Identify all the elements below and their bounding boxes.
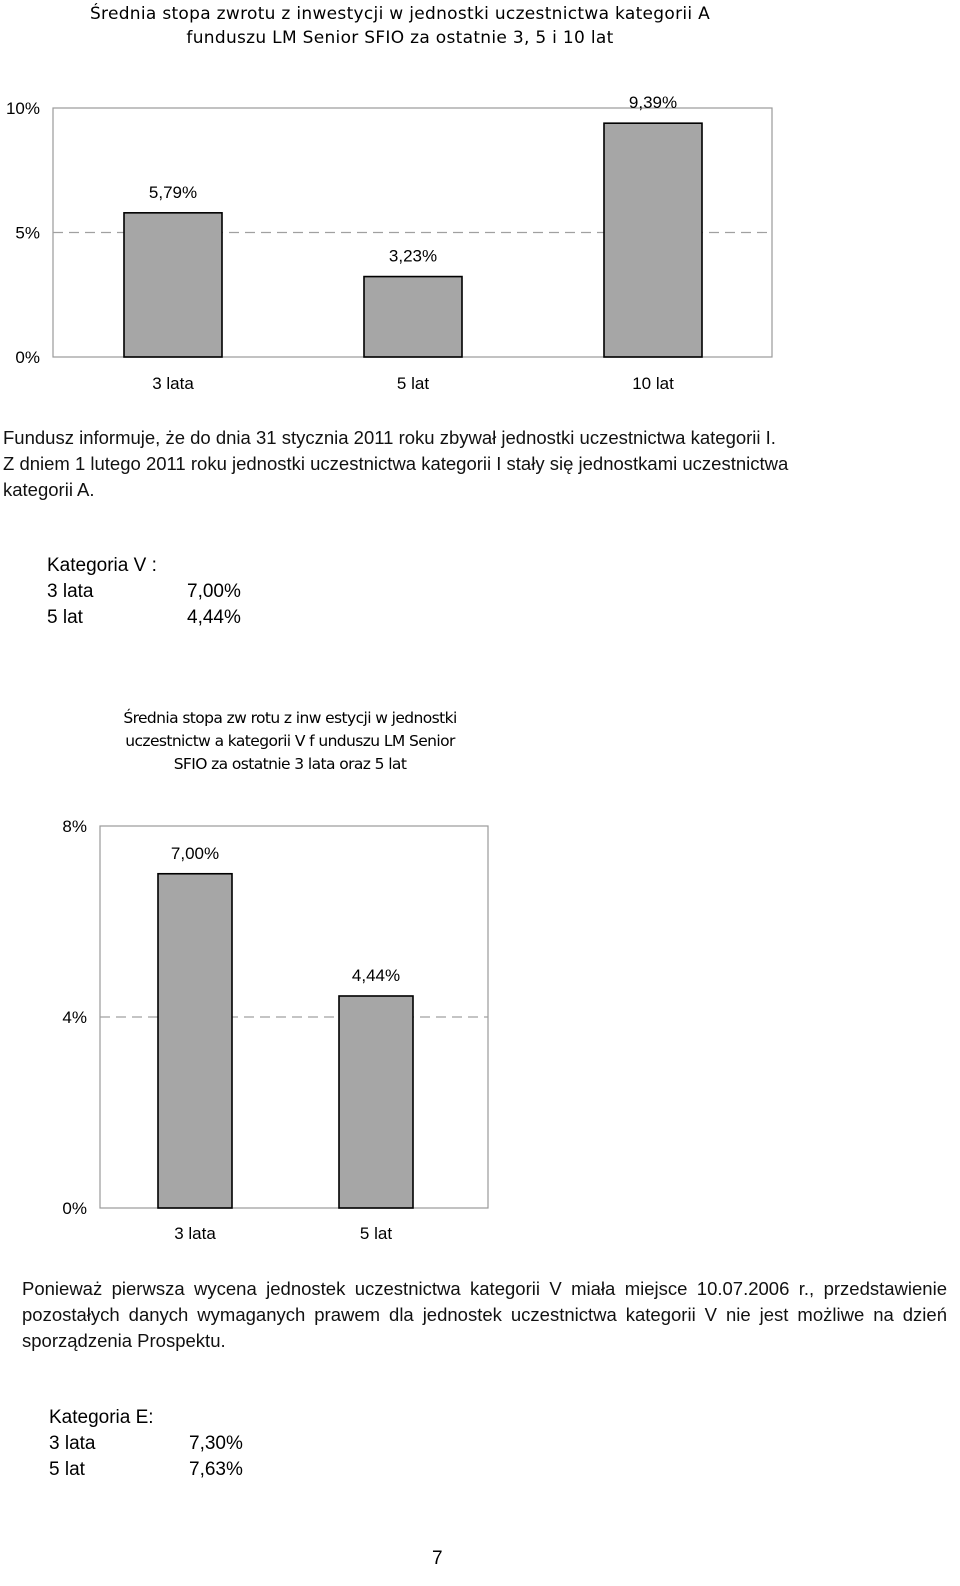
category-e-row: [49, 1431, 243, 1457]
x-category-label: 3 lata: [174, 1224, 216, 1243]
y-tick-label: 0%: [15, 348, 40, 367]
category-e-row-value: 7,30%: [189, 1433, 243, 1454]
x-category-label: 5 lat: [359, 1224, 393, 1243]
fund-notice-line2: Z dniem 1 lutego 2011 roku jednostki uczestnictwa kategorii I stały się jednostkami uczestnictwa: [3, 453, 789, 474]
y-tick-label: 8%: [62, 817, 87, 836]
x-category-label: 10 lat: [632, 374, 674, 393]
chart1-title-line2: funduszu LM Senior SFIO za ostatnie 3, 5 i 10 lat: [186, 28, 614, 48]
category-v-note-paragraph: Ponieważ pierwsza wycena jednostek uczestnictwa kategorii V miała miejsce 10.07.2006 r., przedstawienie pozostałych danych wymaganych prawem dla jednostek uczestnictwa kategorii V nie jest możliwe na dzień sporządzenia Prospektu.: [22, 1278, 947, 1351]
bar-data-label: 4,44%: [351, 965, 401, 985]
category-e-summary: [49, 1405, 243, 1483]
bar-data-label: 3,23%: [388, 246, 438, 266]
y-tick-label: 0%: [62, 1199, 87, 1218]
category-v-row-label: 5 lat: [47, 607, 83, 628]
category-e-row-label: 5 lat: [49, 1459, 85, 1480]
x-category-label: 3 lata: [152, 374, 194, 393]
bar: [339, 996, 413, 1208]
y-tick-label: 4%: [62, 1008, 87, 1027]
fund-notice-line3: kategorii A.: [3, 479, 95, 500]
y-tick-label: 10%: [5, 99, 40, 118]
bar-data-label: 9,39%: [628, 93, 678, 113]
chart2-title-line1: Średnia stopa zw rotu z inw estycji w jednostki: [123, 709, 457, 727]
category-v-row-value: 7,00%: [187, 581, 241, 602]
category-v-heading: Kategoria V :: [47, 555, 157, 576]
y-tick-label: 5%: [15, 223, 40, 243]
fund-notice-line1: Fundusz informuje, że do dnia 31 stycznia 2011 roku zbywał jednostki uczestnictwa kategorii I.: [3, 427, 776, 448]
page-number: 7: [432, 1548, 443, 1569]
chart2-title-line2: uczestnictw a kategorii V f unduszu LM Senior: [125, 732, 455, 750]
chart2-title-line3: SFIO za ostatnie 3 lata oraz 5 lat: [173, 755, 407, 773]
bar-data-label: 7,00%: [170, 843, 220, 863]
bar-data-label: 5,79%: [148, 182, 198, 202]
category-e-row-label: 3 lata: [49, 1433, 96, 1454]
x-category-label: 5 lat: [396, 374, 430, 393]
category-v-row-label: 3 lata: [47, 581, 94, 602]
category-v-row-value: 4,44%: [187, 607, 241, 628]
bar: [158, 874, 232, 1208]
category-e-heading: Kategoria E:: [49, 1407, 154, 1428]
category-e-row-value: 7,63%: [189, 1459, 243, 1480]
category-e-row: [49, 1457, 243, 1483]
chart1-title-line1: Średnia stopa zwrotu z inwestycji w jednostki uczestnictwa kategorii A: [89, 4, 711, 24]
